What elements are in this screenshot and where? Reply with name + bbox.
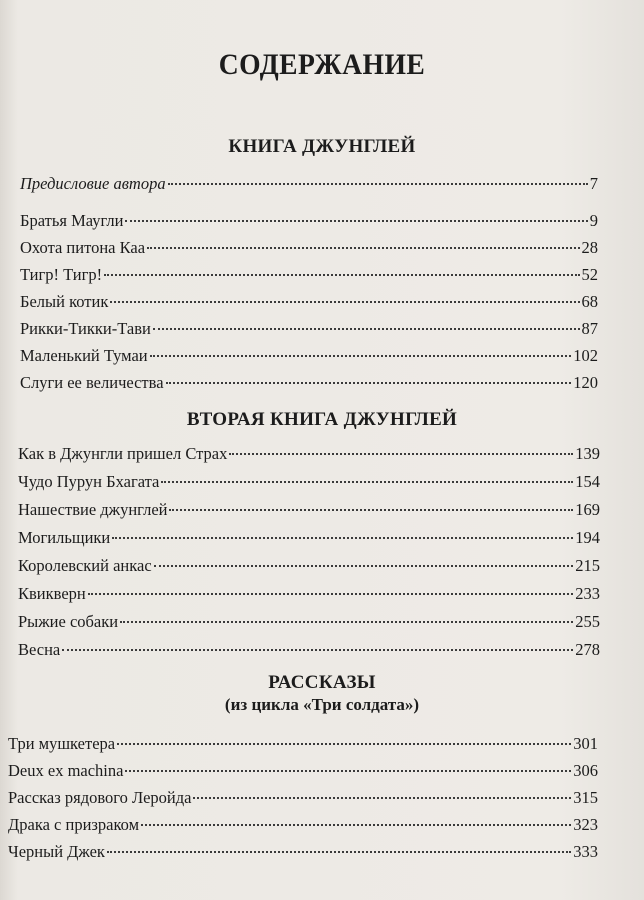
toc-entry-page: 215 bbox=[575, 556, 600, 575]
toc-entry bbox=[8, 815, 598, 835]
toc-entry-title: Deux ex machina bbox=[8, 761, 124, 780]
toc-entry-page: 87 bbox=[581, 319, 598, 338]
toc-entry-title: Нашествие джунглей bbox=[18, 500, 168, 519]
dot-leader bbox=[147, 247, 579, 249]
toc-entry bbox=[20, 211, 598, 231]
toc-entry-page: 306 bbox=[573, 761, 598, 780]
toc-entry bbox=[20, 265, 598, 285]
toc-entry-title: Слуги ее величества bbox=[20, 373, 164, 392]
toc-entry bbox=[20, 238, 598, 258]
toc-entry-title: Белый котик bbox=[20, 292, 109, 311]
toc-entry-page: 9 bbox=[589, 211, 598, 230]
dot-leader bbox=[125, 770, 571, 772]
dot-leader bbox=[125, 220, 587, 222]
toc-entry bbox=[18, 640, 600, 660]
dot-leader bbox=[154, 565, 574, 567]
toc-entry-page: 120 bbox=[573, 373, 598, 392]
toc-entry bbox=[18, 472, 600, 492]
toc-entry-title: Рассказ рядового Леройда bbox=[8, 788, 192, 807]
toc-entry bbox=[18, 556, 600, 576]
dot-leader bbox=[88, 593, 574, 595]
dot-leader bbox=[166, 382, 572, 384]
section-subheading: (из цикла «Три солдата») bbox=[224, 695, 420, 714]
toc-entry-title: Три мушкетера bbox=[8, 734, 116, 753]
toc-entry bbox=[8, 788, 598, 808]
toc-entry bbox=[18, 500, 600, 520]
section-heading-second-jungle-book: ВТОРАЯ КНИГА ДЖУНГЛЕЙ bbox=[186, 409, 458, 430]
toc-entry bbox=[18, 584, 600, 604]
toc-entry-page: 233 bbox=[575, 584, 600, 603]
toc-entry-title: Предисловие автора bbox=[20, 174, 166, 193]
toc-entry bbox=[20, 373, 598, 393]
toc-entry-page: 323 bbox=[573, 815, 598, 834]
dot-leader bbox=[110, 301, 579, 303]
dot-leader bbox=[153, 328, 580, 330]
toc-entry-page: 102 bbox=[573, 346, 598, 365]
toc-entry-page: 278 bbox=[575, 640, 600, 659]
dot-leader bbox=[112, 537, 573, 539]
dot-leader bbox=[168, 183, 588, 185]
toc-entry-page: 52 bbox=[581, 265, 598, 284]
toc-entry-title: Рыжие собаки bbox=[18, 612, 119, 631]
toc-entry-title: Весна bbox=[18, 640, 61, 659]
dot-leader bbox=[150, 355, 572, 357]
toc-entry-page: 194 bbox=[575, 528, 600, 547]
toc-entry-page: 7 bbox=[589, 174, 598, 193]
dot-leader bbox=[107, 851, 571, 853]
dot-leader bbox=[120, 621, 573, 623]
section-heading-stories: РАССКАЗЫ bbox=[268, 672, 376, 693]
toc-entry-title: Чудо Пурун Бхагата bbox=[18, 472, 160, 491]
dot-leader bbox=[161, 481, 573, 483]
toc-entry-page: 28 bbox=[581, 238, 598, 257]
toc-entry-page: 68 bbox=[581, 292, 598, 311]
toc-entry-page: 154 bbox=[575, 472, 600, 491]
toc-entry bbox=[18, 612, 600, 632]
dot-leader bbox=[104, 274, 579, 276]
toc-entry-title: Тигр! Тигр! bbox=[20, 265, 103, 284]
toc-entry bbox=[20, 319, 598, 339]
section-heading-jungle-book: КНИГА ДЖУНГЛЕЙ bbox=[228, 136, 416, 157]
dot-leader bbox=[169, 509, 573, 511]
toc-entry-title: Драка с призраком bbox=[8, 815, 140, 834]
toc-entry bbox=[20, 174, 598, 194]
toc-entry-title: Квикверн bbox=[18, 584, 86, 603]
dot-leader bbox=[229, 453, 573, 455]
toc-entry-page: 301 bbox=[573, 734, 598, 753]
toc-entry bbox=[8, 761, 598, 781]
toc-entry-title: Королевский анкас bbox=[18, 556, 152, 575]
toc-entry-title: Как в Джунгли пришел Страх bbox=[18, 444, 228, 463]
toc-entry-page: 333 bbox=[573, 842, 598, 861]
toc-entry-page: 169 bbox=[575, 500, 600, 519]
toc-entry-title: Рикки-Тикки-Тави bbox=[20, 319, 151, 338]
dot-leader bbox=[193, 797, 571, 799]
toc-entry bbox=[8, 842, 598, 862]
toc-entry-page: 139 bbox=[575, 444, 600, 463]
toc-entry-page: 315 bbox=[573, 788, 598, 807]
toc-entry-title: Охота питона Каа bbox=[20, 238, 146, 257]
toc-entry-title: Братья Маугли bbox=[20, 211, 124, 230]
page-title: СОДЕРЖАНИЕ bbox=[218, 48, 426, 81]
toc-entry-page: 255 bbox=[575, 612, 600, 631]
toc-entry bbox=[8, 734, 598, 754]
toc-entry-title: Могильщики bbox=[18, 528, 111, 547]
toc-entry bbox=[20, 292, 598, 312]
toc-entry-title: Черный Джек bbox=[8, 842, 105, 861]
toc-entry bbox=[20, 346, 598, 366]
toc-entry bbox=[18, 444, 600, 464]
dot-leader bbox=[62, 649, 573, 651]
dot-leader bbox=[117, 743, 571, 745]
dot-leader bbox=[141, 824, 571, 826]
toc-entry bbox=[18, 528, 600, 548]
toc-entry-title: Маленький Тумаи bbox=[20, 346, 148, 365]
